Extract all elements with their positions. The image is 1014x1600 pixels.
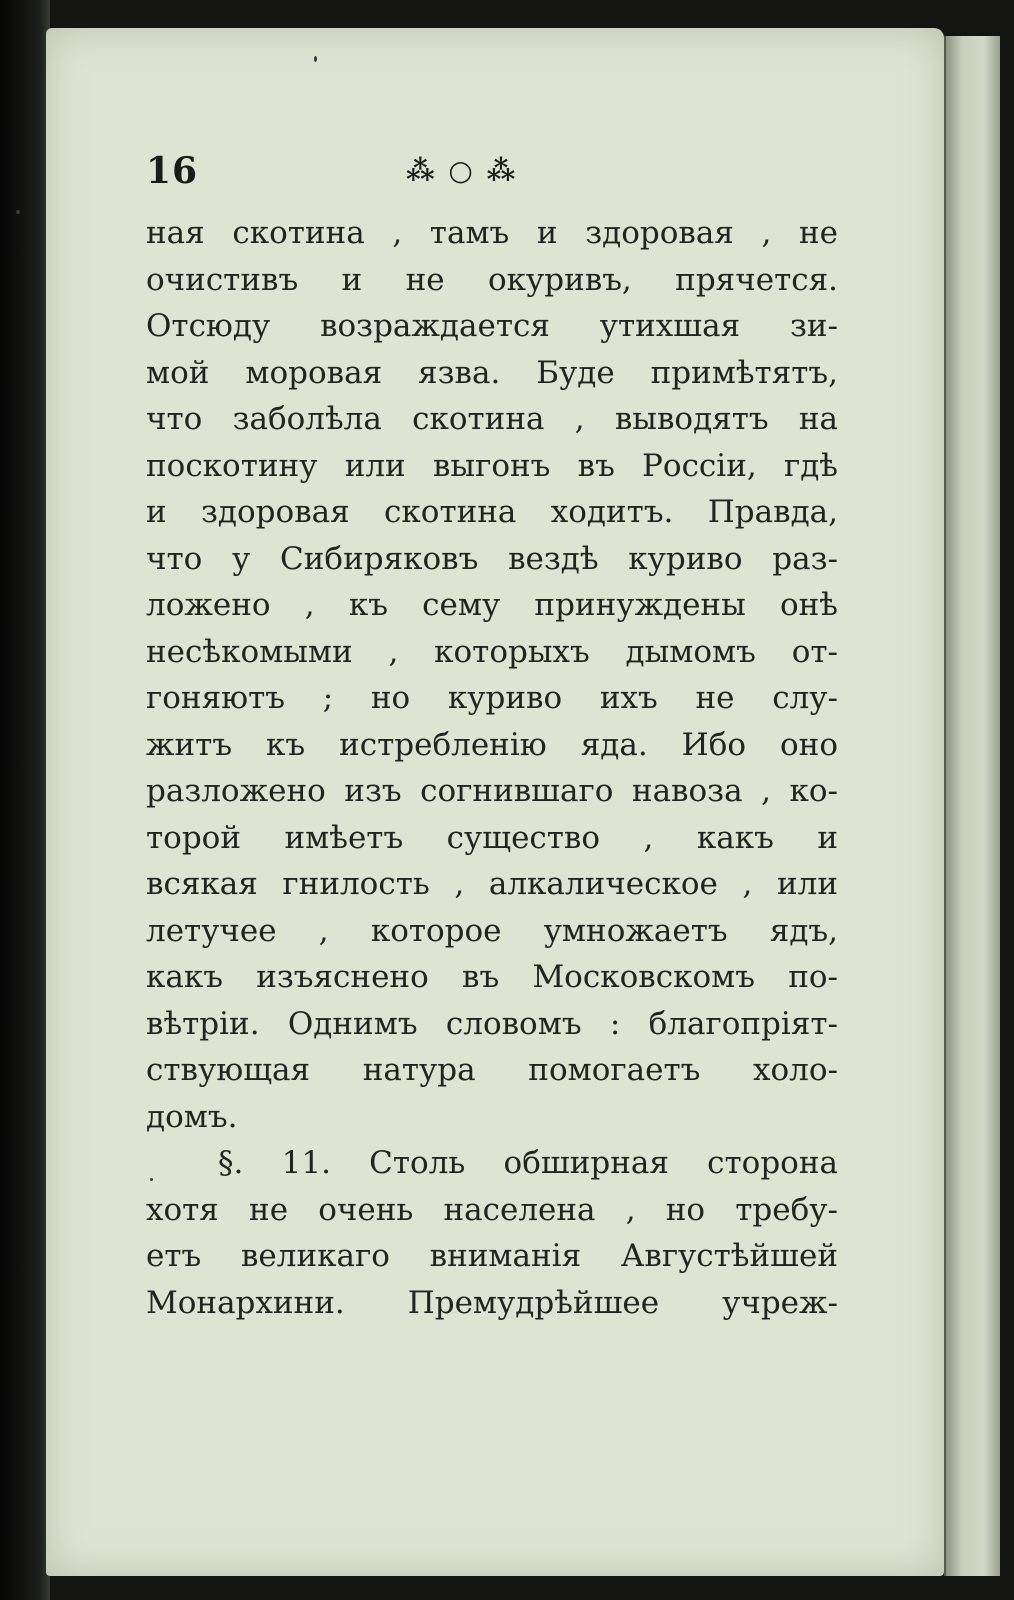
text-line: разложено изъ согнившаго навоза , ко- [146, 773, 838, 809]
text-line: Монархини. Премудрѣйшее учреж- [146, 1284, 838, 1321]
text-line: летучее , которое умножаетъ ядъ, [146, 912, 838, 949]
text-line: несѣкомыми , которыхъ дымомъ от- [146, 633, 838, 670]
text-line: и здоровая скотина ходитъ. Правда, [146, 494, 838, 530]
text-line: поскотину или выгонъ въ Россіи, гдѣ [146, 447, 838, 484]
text-line: Отсюду возраждается утихшая зи- [146, 308, 838, 344]
text-line: житъ къ истребленію яда. Ибо оно [146, 726, 838, 763]
text-line: очистивъ и не окуривъ, прячется. [146, 261, 838, 298]
text-line: хотя не очень населена , но требу- [146, 1191, 838, 1228]
page-number: 16 [146, 150, 199, 192]
paper-speck [16, 210, 20, 214]
paper-speck [314, 56, 317, 62]
text-line: ложено , къ сему принуждены онѣ [146, 587, 838, 623]
text-line: всякая гнилость , алкалическое , или [146, 866, 838, 902]
page-header [96, 150, 836, 196]
text-line: §. 11. Столь обширная сторона [218, 1145, 838, 1181]
text-line: какъ изъяснено въ Московскомъ по- [146, 959, 838, 995]
text-line: етъ великаго вниманія Августѣйшей [146, 1238, 838, 1274]
header-ornament: ⁂ ○ ⁂ [406, 154, 518, 187]
text-line: домъ. [146, 1098, 238, 1135]
text-line: вѣтріи. Однимъ словомъ : благопріят- [146, 1005, 838, 1042]
text-line: мой моровая язва. Буде примѣтятъ, [146, 354, 838, 391]
text-line: торой имѣетъ существо , какъ и [146, 819, 838, 856]
book-binding-shadow [0, 0, 50, 1600]
text-line: гоняютъ ; но куриво ихъ не слу- [146, 680, 838, 716]
next-page-edge [944, 36, 1000, 1576]
text-line: ствующая натура помогаетъ холо- [146, 1052, 838, 1088]
text-line: что заболѣла скотина , выводятъ на [146, 401, 838, 437]
text-line: ная скотина , тамъ и здоровая , не [146, 215, 838, 251]
page-body-text [146, 210, 838, 1326]
text-line: что у Сибиряковъ вездѣ куриво раз- [146, 540, 838, 577]
